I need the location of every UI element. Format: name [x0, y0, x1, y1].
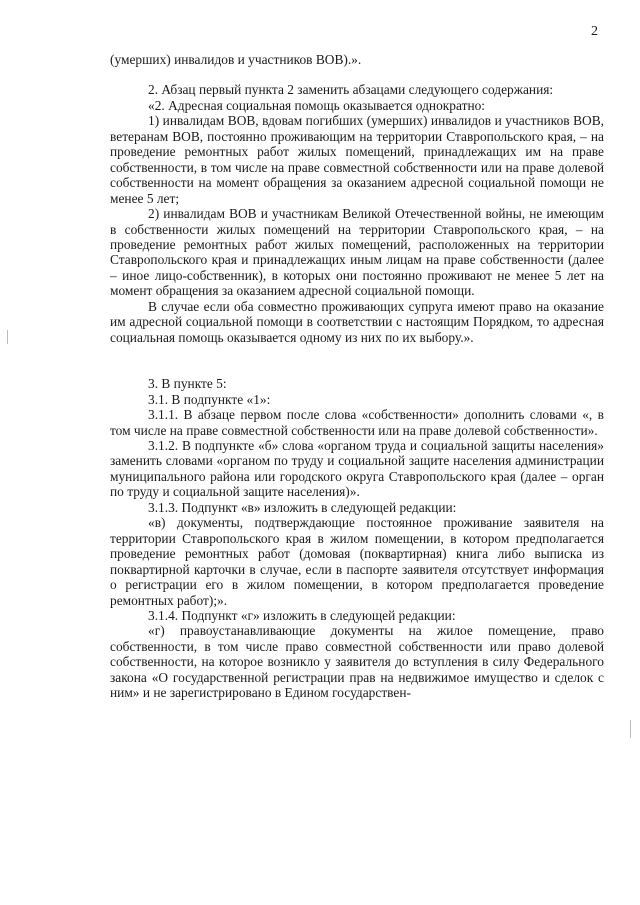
paragraph: «г) правоустанавливающие документы на жилое помещение, право собственности, в том числе право совместной собственности или право долевой собственности, на которое возникло у заявителя до вступления в силу Федерального закона «О государственной регистрации прав на недвижимое имущество и сделок с ним» и не зарегистрировано в Едином государствен-: [110, 623, 604, 701]
paragraph: «2. Адресная социальная помощь оказывается однократно:: [148, 97, 486, 113]
paragraph: (умерших) инвалидов и участников ВОВ).».: [110, 52, 362, 67]
paragraph: 1) инвалидам ВОВ, вдовам погибших (умерших) инвалидов и участников ВОВ, ветеранам ВОВ, постоянно проживающим на территории Ставропольского края, – на проведение ремонтных работ жилых помещений, принадлежащих им на праве собственности, в том числе на праве совместной собственности или на праве долевой собственности на момент обращения за оказанием адресной социальной помощи не менее 5 лет;: [110, 113, 604, 206]
paragraph: 2. Абзац первый пункта 2 заменить абзацами следующего содержания:: [148, 82, 554, 98]
paragraph: 3.1.1. В абзаце первом после слова «собственности» дополнить словами «, в том числе на праве совместной собственности или на праве долевой собственности».: [110, 407, 604, 438]
document-body: [110, 52, 604, 701]
paragraph: 3.1. В подпункте «1»:: [148, 391, 271, 407]
scan-margin-mark: [7, 330, 8, 344]
paragraph: 3.1.4. Подпункт «г» изложить в следующей редакции:: [148, 607, 456, 623]
paragraph: 3.1.2. В подпункте «б» слова «органом труда и социальной защиты населения» заменить словами «органом по труду и социальной защите населения администрации муниципального района или городского округа Ставропольского края (далее – орган по труду и социальной защите населения)».: [110, 437, 604, 500]
paragraph: «в) документы, подтверждающие постоянное проживание заявителя на территории Ставропольского края в жилом помещении, в котором предполагается проведение ремонтных работ (домовая (поквартирная) книга либо выписка из поквартирной карточки в случае, если в паспорте заявителя отсутствует информация о регистрации его в жилом помещении, в котором предполагается проведение ремонтных работ);».: [110, 515, 604, 608]
paragraph: 3. В пункте 5:: [148, 376, 227, 392]
paragraph: В случае если оба совместно проживающих супруга имеют право на оказание им адресной социальной помощи в соответствии с настоящим Порядком, то адресная социальная помощь оказывается одному из них по их выбору.».: [110, 298, 604, 345]
paragraph: 2) инвалидам ВОВ и участникам Великой Отечественной войны, не имеющим в собственности жилых помещений на территории Ставропольского края, – на проведение ремонтных работ жилых помещений, расположенных на территории Ставропольского края и принадлежащих иным лицам на праве собственности (далее – иное лицо-собственник), в которых они постоянно проживают не менее 5 лет на момент обращения за оказанием адресной социальной помощи.: [110, 206, 604, 299]
paragraph: 3.1.3. Подпункт «в» изложить в следующей редакции:: [148, 499, 457, 515]
scan-margin-mark: [630, 720, 631, 738]
page-number: 2: [591, 24, 598, 39]
